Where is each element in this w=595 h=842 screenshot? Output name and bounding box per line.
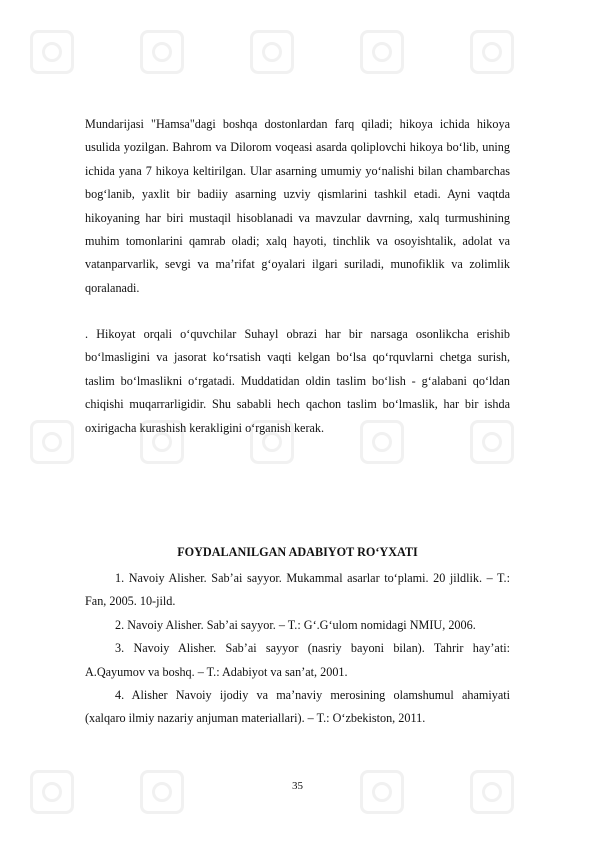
reference-item: 2. Navoiy Alisher. Sab’ai sayyor. – T.: Gʻ.Gʻulom nomidagi NMIU, 2006.: [115, 617, 476, 632]
watermark-icon: [250, 30, 294, 74]
references-heading: FOYDALANILGAN ADABIYOT RO‘YXATI: [177, 545, 418, 559]
references-list: [85, 567, 510, 731]
body-paragraph: . Hikoyat orqali o‘quvchilar Suhayl obrazi har bir narsaga osonlikcha erishib bo‘lmasligini va jasorat ko‘rsatish vaqti kelgan bo‘lsa qo‘rquvlarni chetga surish, taslim bo‘lmaslikni o‘rgatadi. Muddatidan oldin taslim bo‘lish - g‘alabani qo‘ldan chiqishi muqarrarligidir. Shu sababli hech qachon taslim bo‘lmaslik, har bir ishda oxirigacha kurashish kerakligini o‘rganish kerak.: [85, 327, 510, 435]
watermark-icon: [140, 30, 184, 74]
reference-item: 4. Alisher Navoiy ijodiy va ma’naviy merosining olamshumul ahamiyati (xalqaro ilmiy nazariy anjuman materiallari). – T.: Oʻzbekiston, 2011.: [85, 688, 510, 726]
watermark-icon: [470, 770, 514, 814]
body-paragraph: Mundarijasi "Hamsa"dagi boshqa dostonlardan farq qiladi; hikoya ichida hikoya usulida yozilgan. Bahrom va Dilorom voqeasi asarda qoliplovchi hikoya boʻlib, uning ichida yana 7 hikoya keltirilgan. Ular asarning umumiy yoʻnalishi bilan chambarchas bogʻlanib, yaxlit bir badiiy asarning uzviy qismlarini tashkil etadi. Ayni vaqtda hikoyaning har biri mustaqil hisoblanadi va mavzular davrning, xalq turmushining muhim tomonlarini qamrab oladi; xalq hayoti, tinchlik va osoyishtalik, adolat va vatanparvarlik, sevgi va maʼrifat gʻoyalari ilgari suriladi, munofiklik va zolimlik qoralanadi.: [85, 117, 510, 295]
watermark-icon: [30, 770, 74, 814]
watermark-icon: [30, 30, 74, 74]
watermark-icon: [360, 770, 404, 814]
watermark-icon: [470, 30, 514, 74]
watermark-icon: [360, 30, 404, 74]
watermark-icon: [140, 770, 184, 814]
watermark-icon: [30, 420, 74, 464]
page-number: 35: [292, 780, 303, 792]
reference-item: 1. Navoiy Alisher. Sab’ai sayyor. Mukammal asarlar toʻplami. 20 jildlik. – T.: Fan, 2005. 10-jild.: [85, 571, 510, 609]
reference-item: 3. Navoiy Alisher. Sab’ai sayyor (nasriy bayoni bilan). Tahrir hay’ati: A.Qayumov va boshq. – T.: Adabiyot va san’at, 2001.: [85, 641, 510, 679]
